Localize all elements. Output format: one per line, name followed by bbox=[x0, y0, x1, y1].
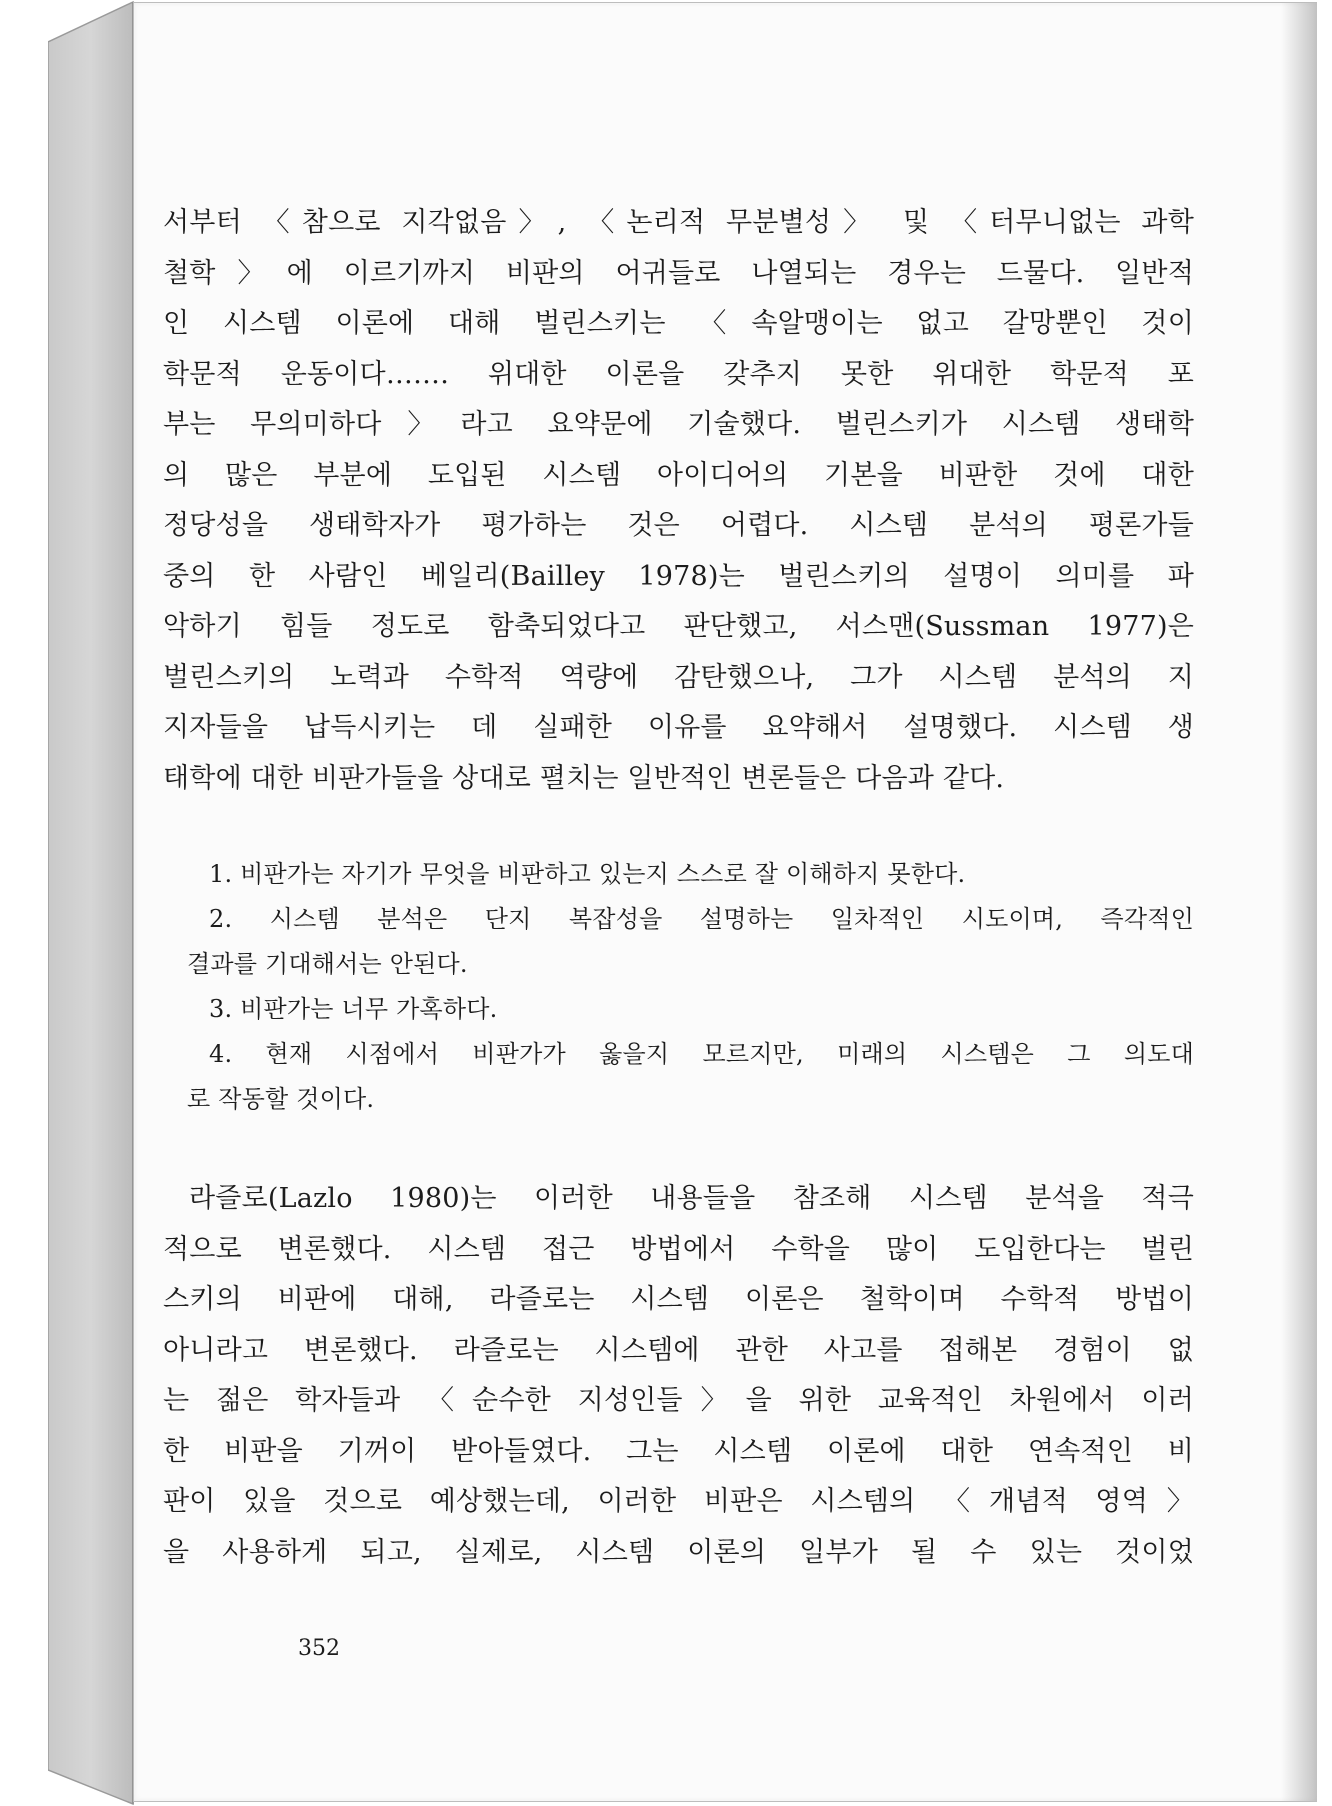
paragraph-line: 악하기 힘들 정도로 함축되었다고 판단했고, 서스맨(Sussman 1977)은 bbox=[163, 611, 1194, 642]
paragraph-line: 태학에 대한 비판가들을 상대로 펼치는 일반적인 변론들은 다음과 같다. bbox=[163, 762, 1005, 794]
paragraph-2 bbox=[163, 1174, 1194, 1578]
paragraph-line: 의 많은 부분에 도입된 시스템 아이디어의 기본을 비판한 것에 대한 bbox=[163, 459, 1194, 491]
paragraph-line: 적으로 변론했다. 시스템 접근 방법에서 수학을 많이 도입한다는 벌린 bbox=[163, 1233, 1194, 1265]
page-text-block bbox=[163, 198, 1194, 1578]
paragraph-1 bbox=[163, 198, 1194, 804]
paragraph-line: 라즐로(Lazlo 1980)는 이러한 내용들을 참조해 시스템 분석을 적극 bbox=[189, 1183, 1194, 1214]
list-item-line: 3. 비판가는 너무 가혹하다. bbox=[209, 995, 498, 1023]
paragraph-line: 벌린스키의 노력과 수학적 역량에 감탄했으나, 그가 시스템 분석의 지 bbox=[163, 661, 1194, 693]
paragraph-line: 인 시스템 이론에 대해 벌린스키는 〈속알맹이는 없고 갈망뿐인 것이 bbox=[163, 308, 1194, 339]
paragraph-line: 아니라고 변론했다. 라즐로는 시스템에 관한 사고를 접해본 경험이 없 bbox=[163, 1334, 1194, 1366]
list-item bbox=[163, 897, 1194, 987]
paragraph-line: 정당성을 생태학자가 평가하는 것은 어렵다. 시스템 분석의 평론가들 bbox=[163, 510, 1194, 541]
paragraph-line: 서부터 〈참으로 지각없음〉, 〈논리적 무분별성〉 및 〈터무니없는 과학 bbox=[163, 207, 1194, 238]
list-item-line: 결과를 기대해서는 안된다. bbox=[187, 950, 468, 978]
list-item bbox=[163, 1032, 1194, 1122]
page-edge-shadow bbox=[1281, 3, 1317, 1801]
paragraph-line: 철학〉에 이르기까지 비판의 어귀들로 나열되는 경우는 드물다. 일반적 bbox=[163, 257, 1194, 289]
paragraph-line: 는 젊은 학자들과 〈순수한 지성인들〉을 위한 교육적인 차원에서 이러 bbox=[163, 1385, 1194, 1416]
paragraph-line: 중의 한 사람인 베일리(Bailley 1978)는 벌린스키의 설명이 의미를 파 bbox=[163, 560, 1194, 592]
paragraph-line: 스키의 비판에 대해, 라즐로는 시스템 이론은 철학이며 수학적 방법이 bbox=[163, 1284, 1194, 1315]
defense-list bbox=[163, 852, 1194, 1122]
paragraph-line: 부는 무의미하다〉라고 요약문에 기술했다. 벌린스키가 시스템 생태학 bbox=[163, 409, 1194, 440]
paragraph-line: 한 비판을 기꺼이 받아들였다. 그는 시스템 이론에 대한 연속적인 비 bbox=[163, 1435, 1194, 1467]
paragraph-line: 판이 있을 것으로 예상했는데, 이러한 비판은 시스템의 〈개념적 영역〉 bbox=[163, 1486, 1194, 1517]
list-item-line: 로 작동할 것이다. bbox=[187, 1085, 375, 1113]
list-item-line: 1. 비판가는 자기가 무엇을 비판하고 있는지 스스로 잘 이해하지 못한다. bbox=[209, 860, 966, 888]
paragraph-line: 학문적 운동이다……. 위대한 이론을 갖추지 못한 위대한 학문적 포 bbox=[163, 358, 1194, 390]
list-item bbox=[163, 987, 1194, 1032]
list-item-line: 4. 현재 시점에서 비판가가 옳을지 모르지만, 미래의 시스템은 그 의도대 bbox=[209, 1040, 1194, 1068]
list-item bbox=[163, 852, 1194, 897]
page-number: 352 bbox=[298, 1636, 340, 1661]
paragraph-line: 을 사용하게 되고, 실제로, 시스템 이론의 일부가 될 수 있는 것이었 bbox=[163, 1536, 1194, 1568]
list-item-line: 2. 시스템 분석은 단지 복잡성을 설명하는 일차적인 시도이며, 즉각적인 bbox=[209, 905, 1194, 933]
paragraph-line: 지자들을 납득시키는 데 실패한 이유를 요약해서 설명했다. 시스템 생 bbox=[163, 712, 1194, 743]
